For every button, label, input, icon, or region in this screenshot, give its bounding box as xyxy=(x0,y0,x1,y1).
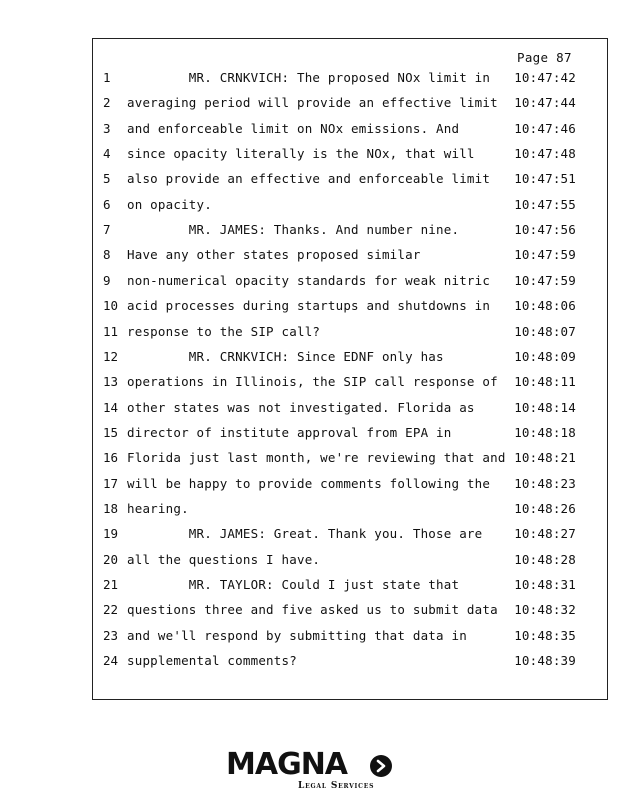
transcript-line xyxy=(0,349,618,369)
line-number: 21 xyxy=(103,577,119,592)
line-text: MR. JAMES: Thanks. And number nine. xyxy=(127,222,460,238)
line-timestamp: 10:48:28 xyxy=(514,551,576,567)
line-number: 11 xyxy=(103,323,119,339)
transcript-line xyxy=(0,70,618,90)
transcript-line xyxy=(0,374,618,394)
transcript-line xyxy=(0,552,618,572)
line-timestamp: 10:48:06 xyxy=(514,298,576,314)
page-number: Page 87 xyxy=(517,50,572,65)
line-text: all the questions I have. xyxy=(127,551,321,567)
line-number: 9 xyxy=(103,272,111,288)
line-number: 23 xyxy=(103,627,119,643)
line-text: director of institute approval from EPA in xyxy=(127,424,452,440)
line-number: 18 xyxy=(103,500,119,516)
transcript-line xyxy=(0,425,618,445)
logo-arrow-icon xyxy=(370,755,392,777)
line-number: 2 xyxy=(103,95,111,111)
line-timestamp: 10:47:55 xyxy=(514,196,576,212)
line-number: 1 xyxy=(103,70,111,85)
line-timestamp: 10:48:09 xyxy=(514,348,576,364)
line-text: and we'll respond by submitting that data in xyxy=(127,627,467,643)
line-timestamp: 10:48:39 xyxy=(514,653,576,669)
line-timestamp: 10:48:35 xyxy=(514,627,576,643)
line-text: other states was not investigated. Florida as xyxy=(127,399,475,415)
transcript-line xyxy=(0,222,618,242)
line-text: acid processes during startups and shutdowns in xyxy=(127,298,491,314)
transcript-line xyxy=(0,121,618,141)
line-text: MR. JAMES: Great. Thank you. Those are xyxy=(127,526,483,542)
line-timestamp: 10:48:21 xyxy=(514,450,576,466)
transcript-line xyxy=(0,324,618,344)
line-text: response to the SIP call? xyxy=(127,323,321,339)
line-number: 24 xyxy=(103,653,119,669)
transcript-line xyxy=(0,273,618,293)
line-number: 7 xyxy=(103,222,111,238)
transcript-line xyxy=(0,602,618,622)
line-timestamp: 10:47:56 xyxy=(514,222,576,238)
line-number: 4 xyxy=(103,146,111,162)
line-text: MR. CRNKVICH: Since EDNF only has xyxy=(127,348,444,364)
transcript-line xyxy=(0,247,618,267)
line-text: MR. CRNKVICH: The proposed NOx limit in xyxy=(127,70,491,85)
transcript-line xyxy=(0,171,618,191)
line-timestamp: 10:48:14 xyxy=(514,399,576,415)
line-number: 6 xyxy=(103,196,111,212)
transcript-line xyxy=(0,298,618,318)
transcript-line xyxy=(0,628,618,648)
line-text: supplemental comments? xyxy=(127,653,297,669)
line-text: non-numerical opacity standards for weak nitric xyxy=(127,272,491,288)
transcript-line xyxy=(0,653,618,673)
line-number: 16 xyxy=(103,450,119,466)
transcript-line xyxy=(0,577,618,597)
line-text: operations in Illinois, the SIP call response of xyxy=(127,374,498,390)
line-number: 19 xyxy=(103,526,119,542)
line-text: questions three and five asked us to submit data xyxy=(127,602,498,618)
line-number: 12 xyxy=(103,348,119,364)
line-text: hearing. xyxy=(127,500,189,516)
magna-logo xyxy=(226,747,396,794)
line-number: 10 xyxy=(103,298,119,314)
line-timestamp: 10:48:11 xyxy=(514,374,576,390)
line-timestamp: 10:48:18 xyxy=(514,424,576,440)
line-number: 15 xyxy=(103,424,119,440)
line-text: on opacity. xyxy=(127,196,212,212)
line-timestamp: 10:47:42 xyxy=(514,70,576,85)
transcript-line xyxy=(0,400,618,420)
line-text: averaging period will provide an effective limit xyxy=(127,95,498,111)
line-text: also provide an effective and enforceable limit xyxy=(127,171,491,187)
line-text: MR. TAYLOR: Could I just state that xyxy=(127,577,460,592)
line-text: Have any other states proposed similar xyxy=(127,247,421,263)
line-timestamp: 10:47:59 xyxy=(514,272,576,288)
transcript-line xyxy=(0,197,618,217)
line-timestamp: 10:47:46 xyxy=(514,120,576,136)
line-timestamp: 10:47:48 xyxy=(514,146,576,162)
transcript-line xyxy=(0,146,618,166)
transcript-line xyxy=(0,476,618,496)
line-text: since opacity literally is the NOx, that will xyxy=(127,146,475,162)
line-text: Florida just last month, we're reviewing that and xyxy=(127,450,506,466)
line-number: 5 xyxy=(103,171,111,187)
line-timestamp: 10:48:31 xyxy=(514,577,576,592)
line-number: 13 xyxy=(103,374,119,390)
line-timestamp: 10:48:23 xyxy=(514,475,576,491)
line-timestamp: 10:48:26 xyxy=(514,500,576,516)
transcript-line xyxy=(0,526,618,546)
transcript-line xyxy=(0,501,618,521)
line-number: 22 xyxy=(103,602,119,618)
line-timestamp: 10:48:32 xyxy=(514,602,576,618)
line-timestamp: 10:48:07 xyxy=(514,323,576,339)
line-text: will be happy to provide comments following the xyxy=(127,475,491,491)
logo-subtitle: Legal Services xyxy=(298,781,375,791)
logo-wordmark: MAGNA xyxy=(226,747,348,782)
transcript-line xyxy=(0,450,618,470)
line-number: 17 xyxy=(103,475,119,491)
transcript-line xyxy=(0,95,618,115)
line-number: 3 xyxy=(103,120,111,136)
line-number: 20 xyxy=(103,551,119,567)
line-text: and enforceable limit on NOx emissions. And xyxy=(127,120,460,136)
line-timestamp: 10:48:27 xyxy=(514,526,576,542)
line-number: 8 xyxy=(103,247,111,263)
line-timestamp: 10:47:59 xyxy=(514,247,576,263)
line-timestamp: 10:47:44 xyxy=(514,95,576,111)
line-number: 14 xyxy=(103,399,119,415)
line-timestamp: 10:47:51 xyxy=(514,171,576,187)
